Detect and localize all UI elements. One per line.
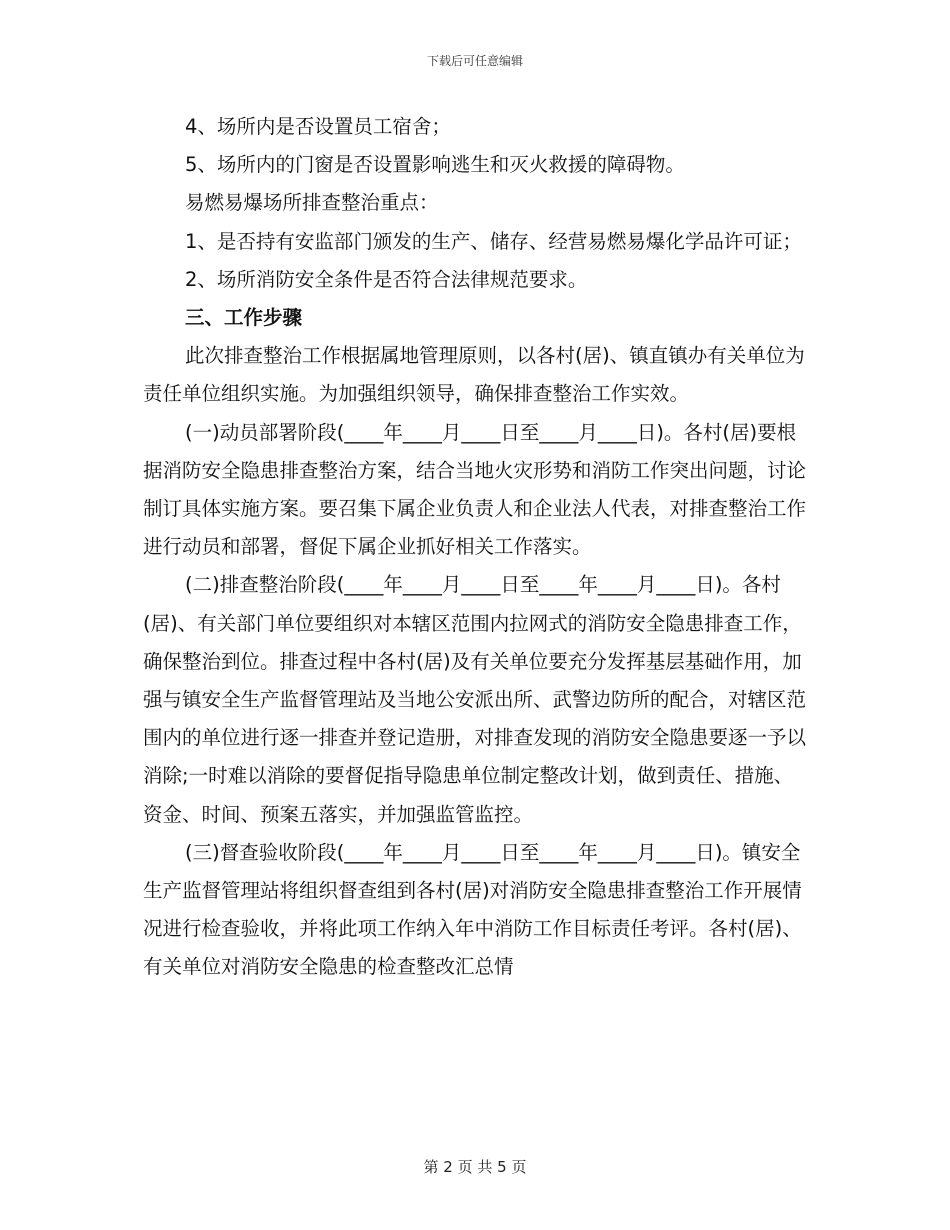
paragraph-stage-3: (三)督查验收阶段(____年____月____日至____年____月____日)。镇安全生产监督管理站将组织督查组到各村(居)对消防安全隐患排查整治工作开展情况进行检查验收，并将此项工作纳入年中消防工作目标责任考评。各村(居)、有关单位对消防安全隐患的检查整改汇总情: [143, 840, 802, 979]
section-heading-work-steps: 三、工作步骤: [185, 306, 303, 330]
paragraph-stage-1: (一)动员部署阶段(____年____月____日至____月____日)。各村(居)要根据消防安全隐患排查整治方案，结合当地火灾形势和消防工作突出问题，讨论制订具体实施方案。要召集下属企业负责人和企业法人代表，对排查整治工作进行动员和部署，督促下属企业抓好相关工作落实。: [143, 420, 807, 559]
paragraph-flammable-1: 1、是否持有安监部门颁发的生产、储存、经营易燃易爆化学品许可证；: [185, 229, 802, 253]
paragraph-flammable-focus: 易燃易爆场所排查整治重点：: [185, 191, 439, 215]
paragraph-flammable-2: 2、场所消防安全条件是否符合法律规范要求。: [185, 267, 588, 291]
paragraph-work-intro: 此次排查整治工作根据属地管理原则，以各村(居)、镇直镇办有关单位为责任单位组织实施。为加强组织领导，确保排查整治工作实效。: [143, 344, 805, 406]
paragraph-item-4: 4、场所内是否设置员工宿舍；: [185, 115, 451, 138]
page-header: 下载后可任意编辑: [426, 54, 523, 68]
page-footer: 第 2 页 共 5 页: [423, 1158, 527, 1176]
paragraph-stage-2: (二)排查整治阶段(____年____月____日至____年____月____日)。各村(居)、有关部门单位要组织对本辖区范围内拉网式的消防安全隐患排查工作，确保整治到位。排查过程中各村(居)及有关单位要充分发挥基层基础作用，加强与镇安全生产监督管理站及当地公安派出所、武警边防所的配合，对辖区范围内的单位进行逐一排查并登记造册，对排查发现的消防安全隐患要逐一予以消除;一时难以消除的要督促指导隐患单位制定整改计划，做到责任、措施、资金、时间、预案五落实，并加强监管监控。: [143, 573, 807, 826]
paragraph-item-5: 5、场所内的门窗是否设置影响逃生和灭火救援的障碍物。: [185, 153, 685, 177]
document-body: [143, 108, 808, 987]
